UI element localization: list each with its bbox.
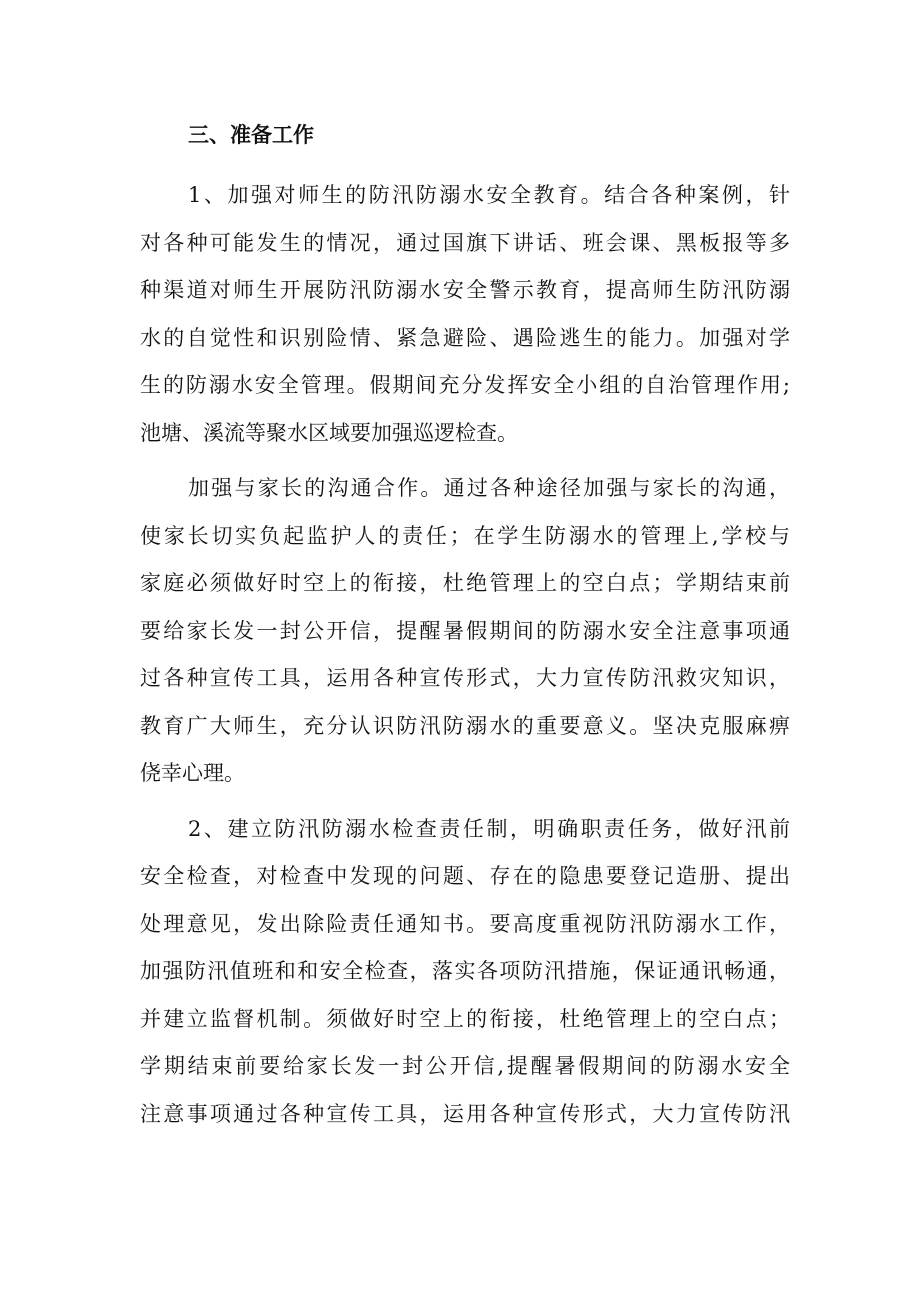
section-heading: 三、准备工作	[188, 123, 314, 147]
text-line: 池塘、溪流等聚水区域要加强巡逻检查。	[140, 420, 518, 445]
paragraph-1	[140, 172, 790, 457]
text-line: 教育广大师生，充分认识防汛防溺水的重要意义。坚决克服麻痹	[140, 713, 790, 738]
text-line: 加强防汛值班和和安全检查，落实各项防汛措施，保证通讯畅通，	[140, 959, 790, 983]
text-line: 加强与家长的沟通合作。通过各种途径加强与家长的沟通，	[188, 476, 790, 500]
text-line: 家庭必须做好时空上的衔接，杜绝管理上的空白点；学期结束前	[140, 571, 790, 595]
text-line: 并建立监督机制。须做好时空上的衔接，杜绝管理上的空白点；	[140, 1006, 790, 1031]
text-line: 学期结束前要给家长发一封公开信,提醒暑假期间的防溺水安全	[140, 1054, 790, 1078]
text-line: 水的自觉性和识别险情、紧急避险、遇险逃生的能力。加强对学	[140, 325, 790, 350]
text-line: 2、建立防汛防溺水检查责任制，明确职责任务，做好汛前	[188, 816, 790, 841]
text-line: 安全检查，对检查中发现的问题、存在的隐患要登记造册、提出	[140, 864, 790, 888]
document-page	[140, 112, 790, 1146]
text-line: 1、加强对师生的防汛防溺水安全教育。结合各种案例，针	[188, 183, 790, 207]
paragraph-3	[140, 806, 790, 1139]
text-line: 使家长切实负起监护人的责任；在学生防溺水的管理上,学校与	[140, 523, 790, 548]
text-line: 处理意见，发出除险责任通知书。要高度重视防汛防溺水工作，	[140, 911, 790, 936]
text-line: 注意事项通过各种宣传工具，运用各种宣传形式，大力宣传防汛	[140, 1101, 790, 1126]
text-line: 种渠道对师生开展防汛防溺水安全警示教育，提高师生防汛防溺	[140, 278, 790, 302]
text-line: 对各种可能发生的情况，通过国旗下讲话、班会课、黑板报等多	[140, 230, 790, 255]
text-line: 过各种宣传工具，运用各种宣传形式，大力宣传防汛救灾知识，	[140, 666, 790, 690]
paragraph-2	[140, 465, 790, 798]
text-line: 生的防溺水安全管理。假期间充分发挥安全小组的自治管理作用;	[140, 373, 790, 397]
text-line: 侥幸心理。	[140, 761, 245, 785]
text-line: 要给家长发一封公开信，提醒暑假期间的防溺水安全注意事项通	[140, 618, 790, 643]
